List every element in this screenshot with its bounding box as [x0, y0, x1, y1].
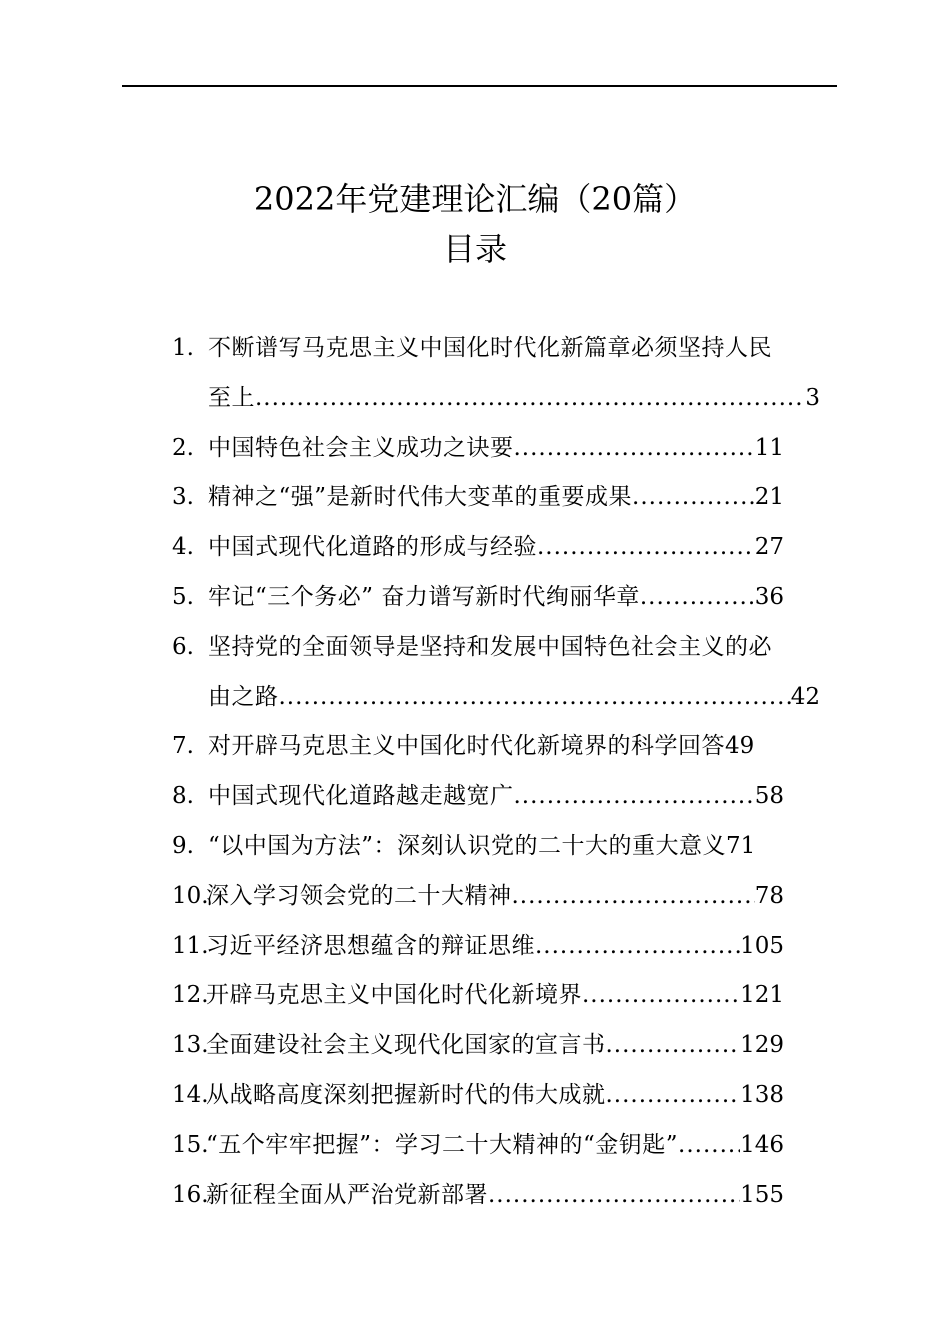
toc-item-16[interactable]	[172, 1171, 832, 1221]
toc-item-number: 6.	[172, 633, 194, 660]
toc-item-9[interactable]	[172, 822, 832, 872]
toc-item-page: 71	[726, 832, 756, 859]
toc-item-title: 开辟马克思主义中国化时代化新境界	[206, 982, 582, 1009]
toc-item-title: 全面建设社会主义现代化国家的宣言书	[206, 1032, 606, 1059]
toc-item-14[interactable]	[172, 1071, 832, 1121]
toc-item-13[interactable]	[172, 1021, 832, 1071]
toc-item-page: 155	[740, 1181, 784, 1208]
toc-item-page: 58	[754, 783, 784, 810]
dot-leader	[606, 1021, 741, 1071]
dot-leader	[678, 1121, 740, 1171]
toc-item-title: 从战略高度深刻把握新时代的伟大成就	[206, 1081, 606, 1108]
toc-item-page: 3	[805, 384, 820, 411]
dot-leader	[512, 872, 755, 922]
dot-leader	[582, 971, 740, 1021]
toc-item-number: 1.	[172, 335, 194, 361]
toc-item-title: “五个牢牢把握”：学习二十大精神的“金钥匙”	[206, 1131, 679, 1158]
toc-item-number: 14.	[172, 1081, 209, 1108]
toc-item-number: 15.	[172, 1131, 209, 1158]
toc-item-title-line1: 不断谱写马克思主义中国化时代化新篇章必须坚持人民	[208, 335, 772, 361]
dot-leader	[279, 673, 791, 723]
toc-item-10[interactable]	[172, 872, 832, 922]
toc-item-title-line2: 至上	[208, 384, 255, 411]
toc-item-title: 新征程全面从严治党新部署	[206, 1181, 488, 1208]
toc-item-page: 21	[754, 484, 784, 511]
toc-item-6[interactable]	[172, 623, 832, 723]
toc-item-title: 中国式现代化道路越走越宽广	[208, 783, 514, 810]
dot-leader	[606, 1071, 741, 1121]
toc-item-11[interactable]	[172, 922, 832, 972]
dot-leader	[255, 374, 805, 424]
toc-item-page: 49	[725, 733, 755, 760]
toc-item-number: 2.	[172, 434, 194, 461]
toc-item-number: 7.	[172, 733, 194, 760]
document-title: 2022年党建理论汇编（20篇）	[253, 180, 697, 218]
toc-heading: 目录	[442, 230, 507, 268]
toc-item-title: 中国式现代化道路的形成与经验	[208, 534, 537, 561]
toc-item-4[interactable]	[172, 523, 832, 573]
toc-item-number: 10.	[172, 882, 209, 909]
toc-item-page: 138	[740, 1081, 784, 1108]
toc-item-number: 12.	[172, 982, 209, 1009]
toc-item-2[interactable]	[172, 424, 832, 474]
dot-leader	[537, 523, 755, 573]
toc-item-number: 13.	[172, 1032, 209, 1059]
toc-item-12[interactable]	[172, 971, 832, 1021]
toc-item-number: 16.	[172, 1181, 209, 1208]
dot-leader	[640, 573, 755, 623]
toc-item-number: 11.	[172, 932, 209, 959]
dot-leader	[514, 772, 755, 822]
toc-item-number: 3.	[172, 484, 194, 511]
toc-item-number: 9.	[172, 832, 194, 859]
dot-leader	[535, 922, 740, 972]
toc-item-page: 121	[740, 982, 784, 1009]
toc-item-number: 5.	[172, 583, 194, 610]
header-rule	[122, 85, 837, 87]
toc-item-7[interactable]	[172, 722, 832, 772]
toc-item-page: 146	[740, 1131, 784, 1158]
dot-leader	[488, 1171, 740, 1221]
dot-leader	[514, 424, 755, 474]
toc-item-title: 对开辟马克思主义中国化时代化新境界的科学回答	[208, 733, 725, 760]
toc-item-title-line1: 坚持党的全面领导是坚持和发展中国特色社会主义的必	[208, 633, 772, 660]
toc-item-title: 中国特色社会主义成功之诀要	[208, 434, 514, 461]
toc-item-page: 27	[754, 534, 784, 561]
toc-item-page: 129	[740, 1032, 784, 1059]
toc-item-number: 4.	[172, 534, 194, 561]
toc-item-page: 105	[740, 932, 784, 959]
toc-item-title-line2: 由之路	[208, 683, 279, 710]
toc-item-page: 11	[754, 434, 784, 461]
toc-item-page: 36	[754, 583, 784, 610]
toc-item-1[interactable]	[172, 324, 832, 424]
toc-item-5[interactable]	[172, 573, 832, 623]
dot-leader	[632, 473, 755, 523]
toc-item-title: 牢记“三个务必” 奋力谱写新时代绚丽华章	[208, 583, 640, 610]
table-of-contents	[172, 324, 832, 1220]
toc-item-title: 精神之“强”是新时代伟大变革的重要成果	[208, 484, 633, 511]
toc-item-3[interactable]	[172, 473, 832, 523]
toc-item-title: 习近平经济思想蕴含的辩证思维	[206, 932, 535, 959]
toc-item-8[interactable]	[172, 772, 832, 822]
toc-item-number: 8.	[172, 783, 194, 810]
toc-item-page: 42	[790, 683, 820, 710]
toc-item-15[interactable]	[172, 1121, 832, 1171]
toc-item-page: 78	[754, 882, 784, 909]
toc-item-title: 深入学习领会党的二十大精神	[206, 882, 512, 909]
toc-item-title: “以中国为方法”：深刻认识党的二十大的重大意义	[208, 832, 727, 859]
